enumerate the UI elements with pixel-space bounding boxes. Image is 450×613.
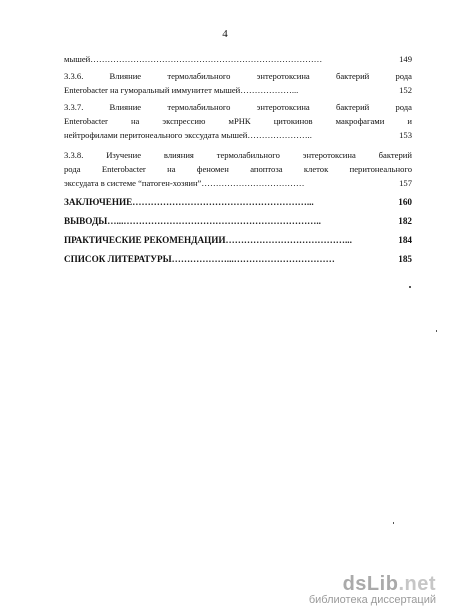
toc-entry-text: 3.3.7. Влияние термолабильного энтеротоксина бактерий рода [64, 102, 412, 112]
toc-entry-page: 185 [398, 254, 412, 264]
toc-entry-page: 152 [399, 85, 412, 95]
toc-entry-text: 3.3.6. Влияние термолабильного энтеротоксина бактерий рода [64, 71, 412, 81]
toc-entry-page: 153 [399, 130, 412, 140]
table-of-contents [64, 52, 412, 266]
page-number: 4 [222, 28, 228, 40]
toc-entry-text: экссудата в системе “патоген-хозяин”……………………………… [64, 178, 305, 188]
toc-entry-3-3-6 [64, 69, 412, 97]
watermark [309, 574, 436, 607]
watermark-subtitle: библиотека диссертаций [308, 594, 436, 606]
toc-entry-text: ВЫВОДЫ…...……………………………………………………….. [64, 216, 321, 226]
toc-entry-continued [64, 52, 412, 66]
toc-entry-text: мышей……………………………………………………………………… [64, 54, 323, 64]
toc-entry-text: Enterobacter на гуморальный иммунитет мышей………………... [64, 85, 299, 95]
toc-entry-text: 3.3.8. Изучение влияния термолабильного энтеротоксина бактерий [64, 150, 412, 160]
toc-entry-recommendations [64, 233, 412, 247]
toc-entry-page: 182 [398, 216, 412, 226]
toc-entry-text: ЗАКЛЮЧЕНИЕ…………………………………………………... [64, 197, 314, 207]
toc-entry-page: 157 [399, 178, 412, 188]
toc-entry-references [64, 252, 412, 266]
watermark-logo: dsLib.net [342, 573, 436, 595]
toc-entry-3-3-7 [64, 100, 412, 142]
toc-entry-text: ПРАКТИЧЕСКИЕ РЕКОМЕНДАЦИИ…………………………………... [64, 235, 352, 245]
toc-entry-findings [64, 214, 412, 228]
toc-entry-page: 149 [399, 54, 412, 64]
toc-entry-page: 184 [398, 235, 412, 245]
toc-entry-page: 160 [398, 197, 412, 207]
toc-entry-text: Enterobacter на экспрессию мРНК цитокинов макрофагами и [64, 116, 412, 126]
toc-entry-text: СПИСОК ЛИТЕРАТУРЫ………………...…………………………… [64, 254, 335, 264]
scan-speck [436, 330, 437, 332]
scan-speck [409, 286, 411, 288]
scan-speck [393, 522, 394, 524]
toc-entry-text: нейтрофилами перитонеального экссудата мышей………………….. [64, 130, 312, 140]
toc-entry-text: рода Enterobacter на феномен апоптоза клеток перитонеального [64, 164, 412, 174]
toc-entry-3-3-8 [64, 148, 412, 190]
toc-entry-conclusion [64, 195, 412, 209]
